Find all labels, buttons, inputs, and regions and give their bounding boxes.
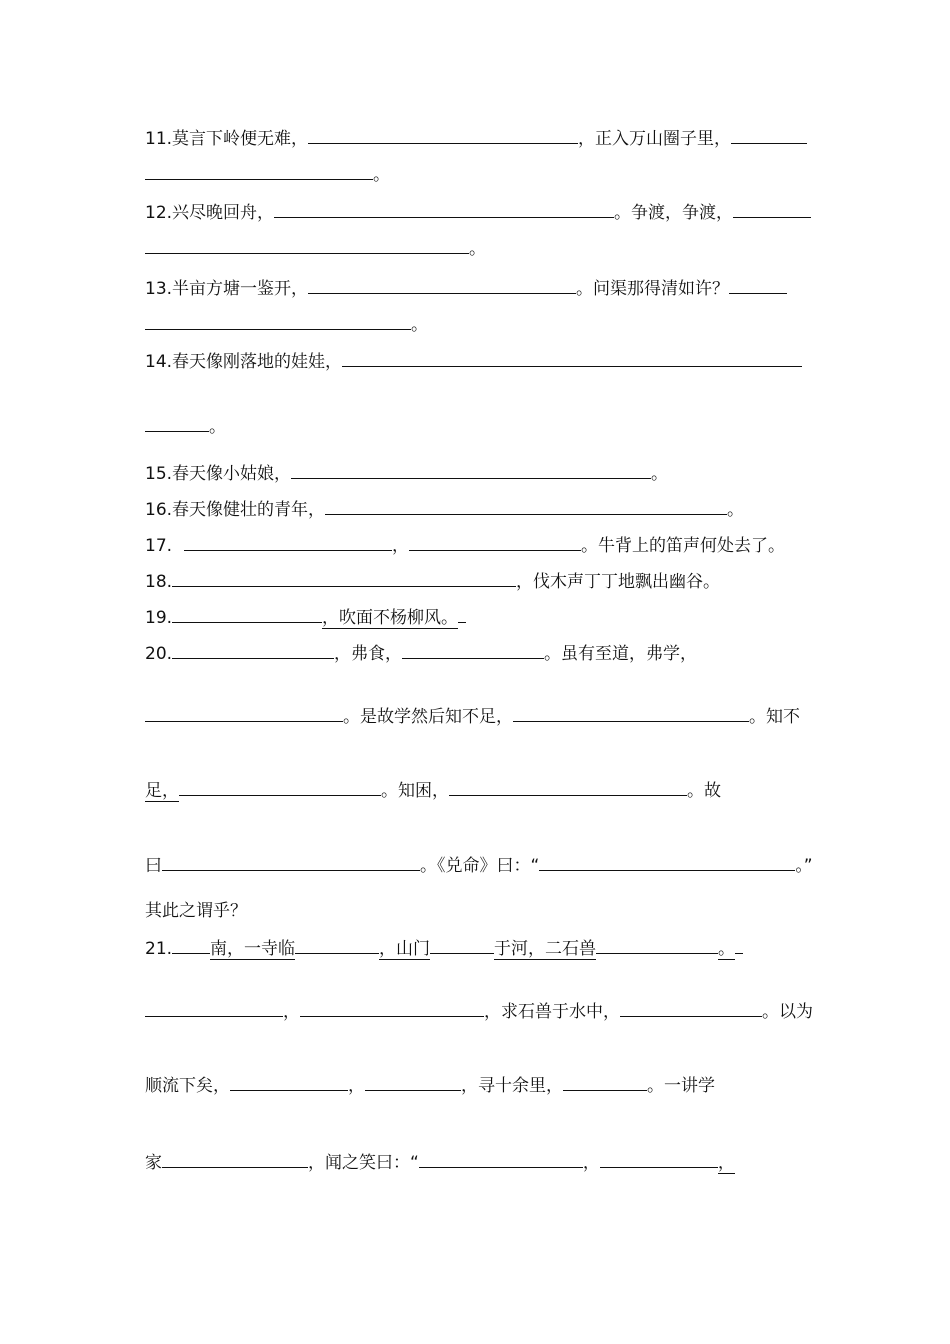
- answer-blank[interactable]: [365, 1073, 461, 1091]
- question-15: [145, 461, 668, 485]
- question-text: 。: [469, 239, 486, 259]
- question-text: ，: [582, 1153, 600, 1173]
- question-20-line-1: [145, 641, 697, 665]
- question-12-line-1: [145, 200, 811, 224]
- answer-blank[interactable]: [162, 853, 420, 871]
- answer-blank[interactable]: [162, 1150, 308, 1168]
- question-number: 16.: [145, 500, 173, 520]
- question-text: 。: [718, 939, 736, 959]
- question-text: 顺流下矣，: [145, 1076, 230, 1096]
- question-text: 足，: [145, 781, 179, 801]
- question-12-line-2: [145, 236, 486, 260]
- answer-blank[interactable]: [308, 126, 578, 144]
- answer-blank[interactable]: [620, 999, 762, 1017]
- answer-blank[interactable]: [145, 414, 209, 432]
- question-17: [145, 533, 785, 557]
- question-text: 。”: [795, 856, 813, 876]
- question-text: 春天像刚落地的娃娃，: [172, 352, 343, 372]
- question-13-line-1: [145, 276, 787, 300]
- answer-blank[interactable]: [729, 276, 787, 294]
- answer-blank[interactable]: [145, 704, 343, 722]
- question-text: 兴尽晚回舟，: [172, 203, 275, 223]
- answer-blank[interactable]: [184, 533, 392, 551]
- answer-blank[interactable]: [172, 569, 516, 587]
- answer-blank[interactable]: [291, 461, 651, 479]
- question-text: 。: [727, 500, 745, 520]
- answer-blank[interactable]: [145, 999, 283, 1017]
- question-text: 。: [209, 417, 226, 437]
- question-text: 。以为: [762, 1002, 813, 1022]
- question-text: 。: [411, 315, 428, 335]
- answer-blank[interactable]: [172, 641, 334, 659]
- question-text: 。: [373, 165, 390, 185]
- question-16: [145, 497, 744, 521]
- question-20-line-2: [145, 704, 800, 728]
- answer-blank[interactable]: [419, 1150, 583, 1168]
- answer-blank[interactable]: [145, 312, 411, 330]
- question-text: ，: [717, 1153, 735, 1173]
- question-text: ，吹面不杨柳风。: [322, 608, 459, 628]
- question-text: 。虽有至道，弗学，: [544, 644, 698, 664]
- question-14-line-1: [145, 349, 802, 373]
- underline-tail: [458, 605, 466, 623]
- question-text: ，求石兽于水中，: [484, 1002, 620, 1022]
- question-text: 。牛背上的笛声何处去了。: [581, 536, 786, 556]
- question-text: 半亩方塘一鉴开，: [172, 279, 309, 299]
- question-text: 。问渠那得清如许？: [576, 279, 730, 299]
- answer-blank[interactable]: [449, 778, 687, 796]
- question-text: ，: [392, 536, 410, 556]
- question-text: 。一讲学: [647, 1076, 715, 1096]
- question-text: ，: [348, 1076, 365, 1096]
- question-number: 17.: [145, 536, 173, 556]
- question-number: 21.: [145, 939, 173, 959]
- question-number: 20.: [145, 644, 173, 664]
- answer-blank[interactable]: [596, 936, 718, 954]
- answer-blank[interactable]: [342, 349, 802, 367]
- question-number: 12.: [145, 203, 173, 223]
- question-text: ，闻之笑曰：“: [308, 1153, 419, 1173]
- question-20-line-5: [145, 900, 247, 922]
- question-text: ，山门: [379, 939, 431, 959]
- question-number: 14.: [145, 352, 173, 372]
- question-11-line-1: [145, 126, 807, 150]
- question-text: 。《兑命》曰：“: [420, 856, 540, 876]
- question-number: 15.: [145, 464, 173, 484]
- question-number: 11.: [145, 129, 173, 149]
- answer-blank[interactable]: [274, 200, 614, 218]
- answer-blank[interactable]: [295, 936, 379, 954]
- question-21-line-1: [145, 936, 743, 960]
- question-text: ，正入万山圈子里，: [578, 129, 732, 149]
- answer-blank[interactable]: [563, 1073, 647, 1091]
- answer-blank[interactable]: [731, 126, 807, 144]
- answer-blank[interactable]: [308, 276, 576, 294]
- answer-blank[interactable]: [179, 778, 381, 796]
- question-20-line-4: [145, 853, 813, 877]
- question-text: 。故: [687, 781, 721, 801]
- question-text: 。争渡，争渡，: [614, 203, 734, 223]
- question-20-line-3: [145, 778, 721, 802]
- answer-blank[interactable]: [145, 236, 469, 254]
- question-text: 。知困，: [381, 781, 449, 801]
- question-number: 13.: [145, 279, 173, 299]
- answer-blank[interactable]: [172, 605, 322, 623]
- answer-blank[interactable]: [300, 999, 484, 1017]
- question-text: 。是故学然后知不足，: [343, 707, 513, 727]
- answer-blank[interactable]: [733, 200, 811, 218]
- question-number: 19.: [145, 608, 173, 628]
- question-text: 春天像小姑娘，: [172, 464, 292, 484]
- question-text: 曰: [145, 856, 162, 876]
- question-19: [145, 605, 466, 629]
- answer-blank[interactable]: [539, 853, 795, 871]
- question-text: ，伐木声丁丁地飘出幽谷。: [516, 572, 721, 592]
- answer-blank[interactable]: [513, 704, 749, 722]
- question-number: 18.: [145, 572, 173, 592]
- question-text: 其此之谓乎？: [145, 901, 247, 921]
- question-text: ，: [283, 1002, 300, 1022]
- answer-blank[interactable]: [172, 936, 210, 954]
- answer-blank[interactable]: [325, 497, 727, 515]
- answer-blank[interactable]: [430, 936, 494, 954]
- question-21-line-4: [145, 1150, 735, 1174]
- question-text: 。知不: [749, 707, 800, 727]
- answer-blank[interactable]: [230, 1073, 348, 1091]
- question-21-line-2: [145, 999, 813, 1023]
- question-18: [145, 569, 720, 593]
- answer-blank[interactable]: [409, 533, 581, 551]
- question-13-line-2: [145, 312, 428, 336]
- answer-blank[interactable]: [402, 641, 544, 659]
- question-text: ，弗食，: [334, 644, 403, 664]
- question-21-line-3: [145, 1073, 715, 1097]
- question-text: 莫言下岭便无难，: [172, 129, 309, 149]
- question-text: 于河，二石兽: [494, 939, 597, 959]
- question-text: 。: [651, 464, 669, 484]
- answer-blank[interactable]: [600, 1150, 718, 1168]
- answer-blank[interactable]: [145, 162, 373, 180]
- question-text: 南，一寺临: [210, 939, 296, 959]
- underline-tail: [735, 936, 743, 954]
- question-11-line-2: [145, 162, 390, 186]
- question-text: 春天像健壮的青年，: [172, 500, 326, 520]
- question-text: 家: [145, 1153, 162, 1173]
- question-text: ，寻十余里，: [461, 1076, 563, 1096]
- question-14-line-2: [145, 414, 226, 438]
